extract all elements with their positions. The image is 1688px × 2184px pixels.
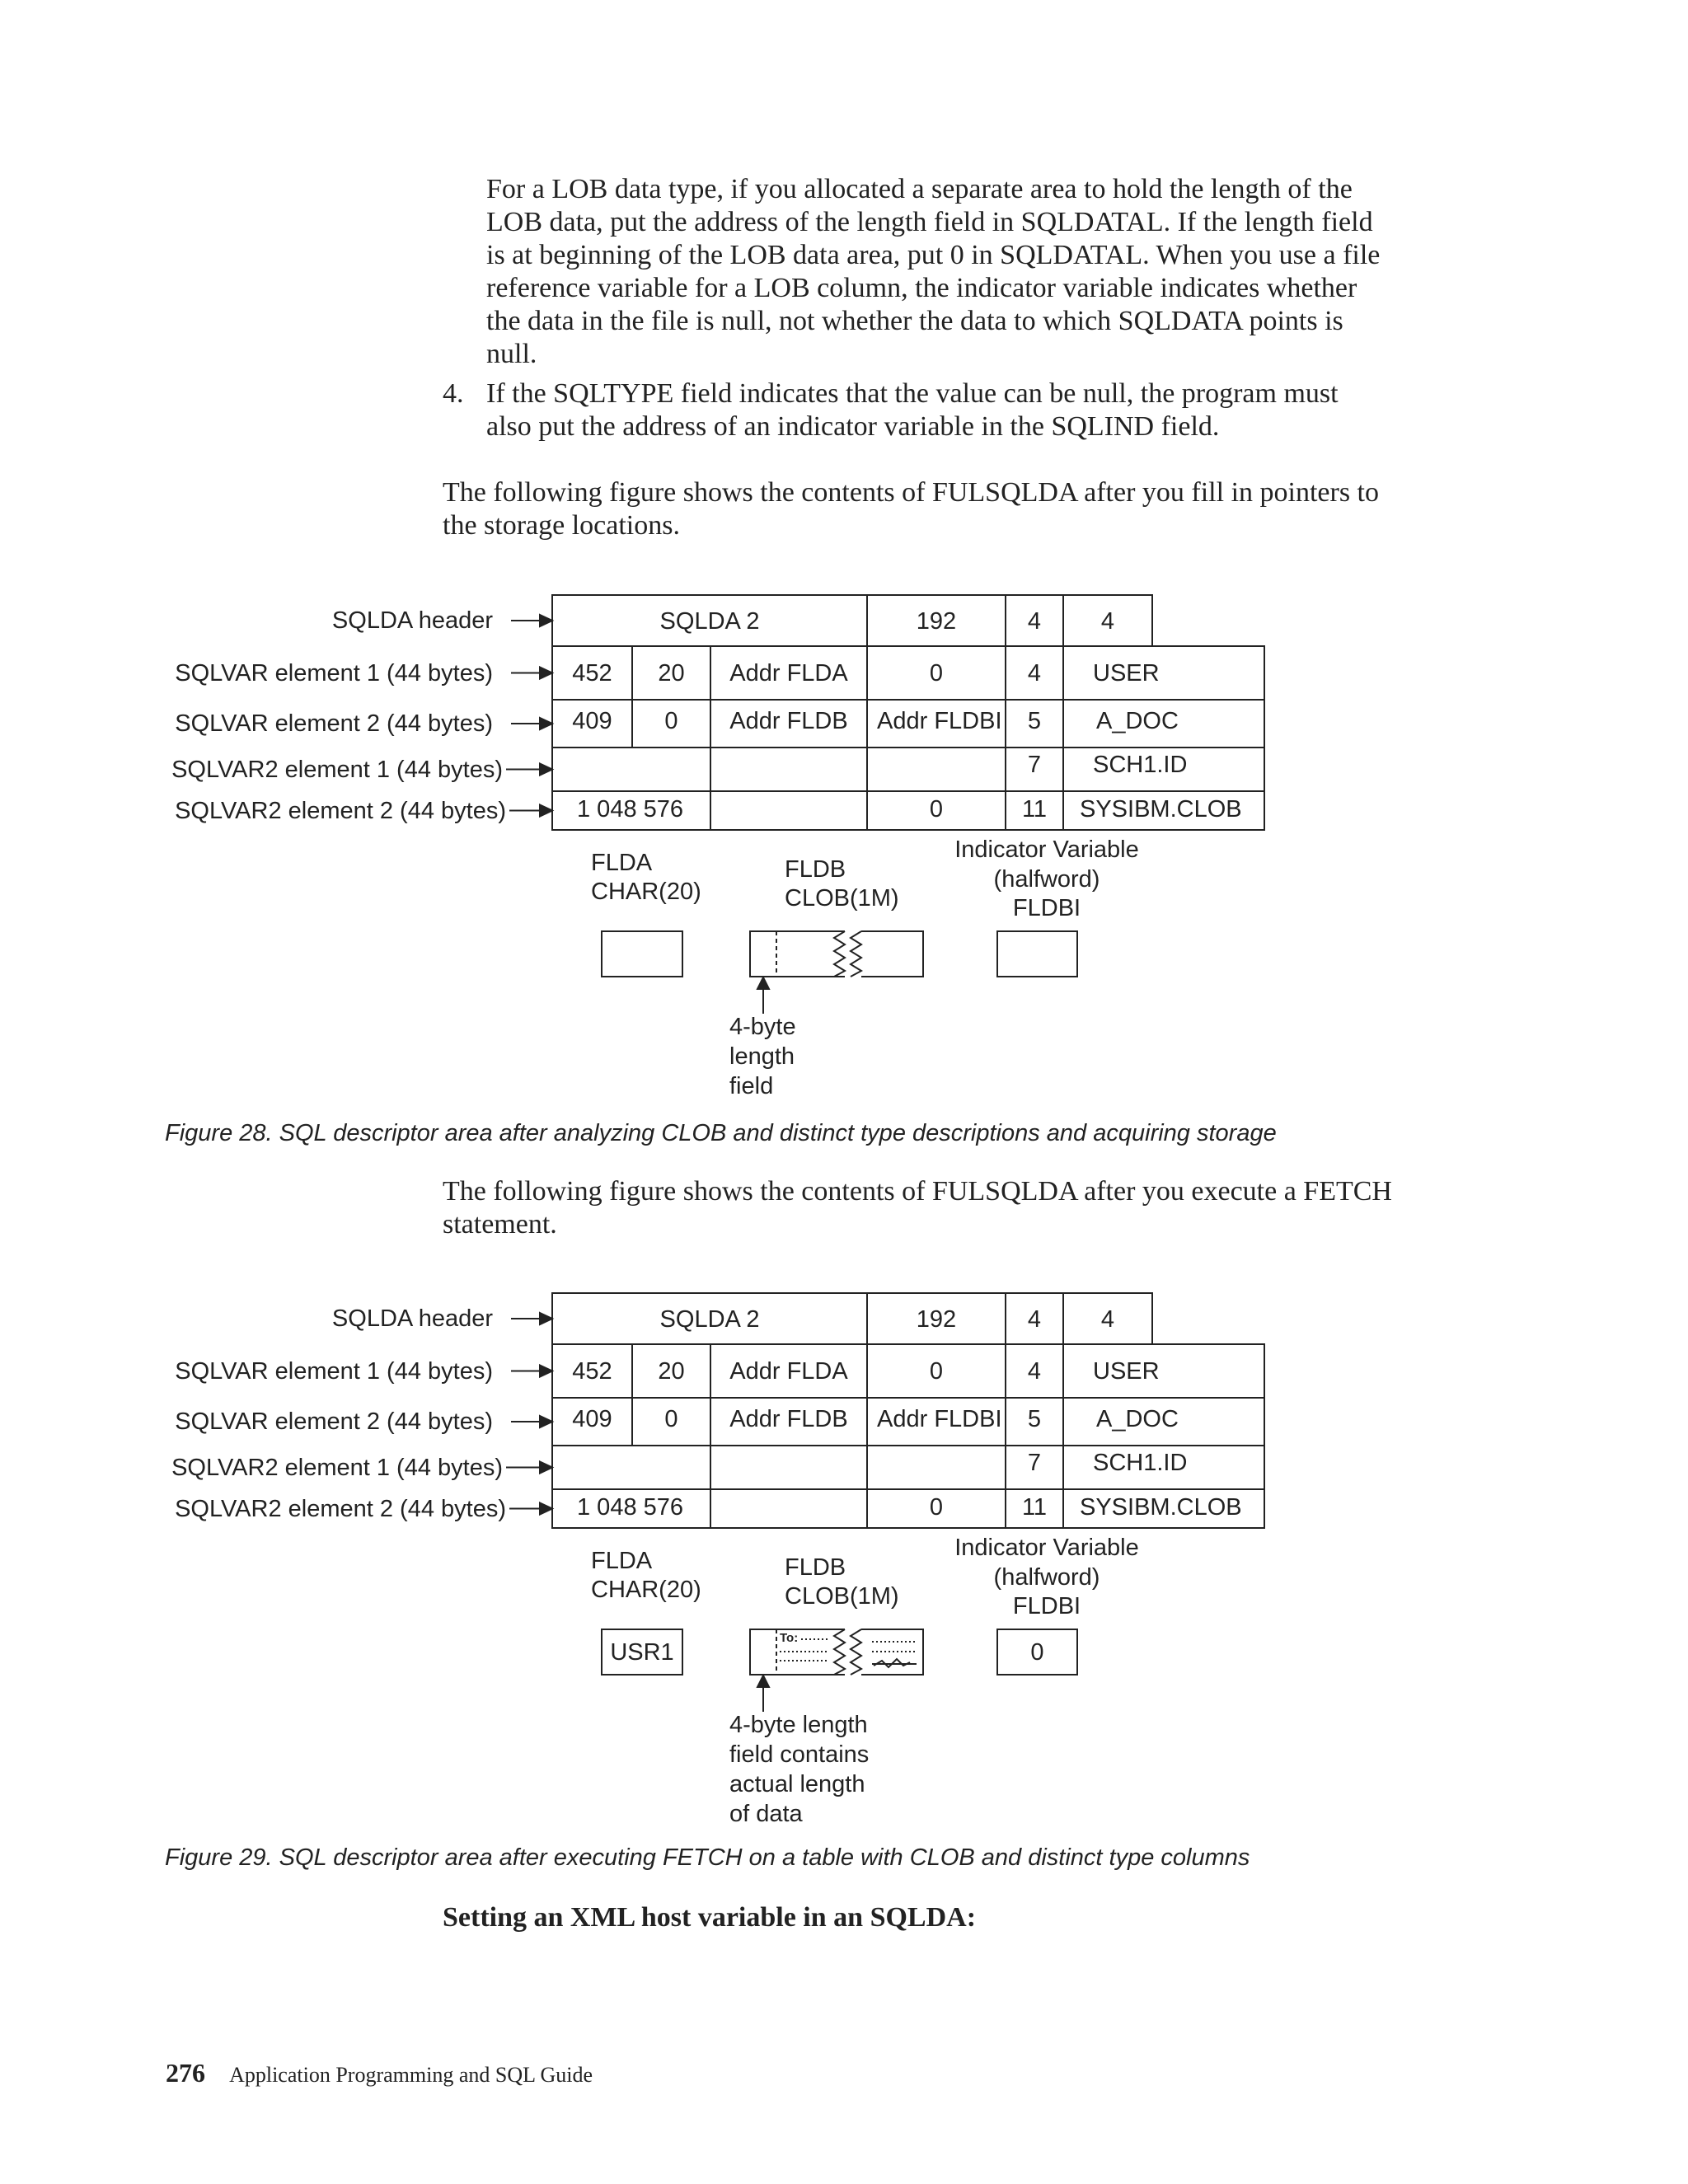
row-label: SQLVAR2 element 1 (44 bytes) — [171, 756, 503, 783]
text-line: statement. — [443, 1209, 557, 1240]
table-cell: A_DOC — [1096, 708, 1179, 734]
list-number: 4. — [443, 378, 464, 409]
table-cell: 7 — [1027, 1450, 1042, 1476]
text-line: the data in the file is null, not whether the data to which SQLDATA points is — [486, 306, 1343, 336]
table-cell: 4 — [1027, 660, 1042, 687]
header-cell: 4 — [1027, 1306, 1042, 1333]
fldb-type: CLOB(1M) — [785, 1583, 899, 1610]
row-label: SQLVAR2 element 2 (44 bytes) — [175, 797, 506, 824]
lob-paragraph — [486, 173, 1380, 371]
header-cell: 4 — [1027, 608, 1042, 635]
zigzag-tear — [851, 1629, 861, 1675]
page-footer — [166, 2056, 593, 2092]
length-field-note: 4-byte — [729, 1014, 796, 1040]
text-line: reference variable for a LOB column, the indicator variable indicates whether — [486, 273, 1357, 303]
table-cell: Addr FLDB — [729, 1406, 848, 1432]
table-cell: Addr FLDA — [729, 660, 848, 687]
table-cell: 452 — [572, 1358, 612, 1385]
arrow-head — [540, 1503, 552, 1515]
flda-storage-box — [602, 931, 682, 977]
table-cell: 0 — [929, 660, 944, 687]
table-cell: 0 — [664, 708, 678, 734]
table-cell: 11 — [1021, 1494, 1048, 1521]
figure-28-caption: Figure 28. SQL descriptor area after analyzing CLOB and distinct type descriptions and acquiring storage — [165, 1120, 1277, 1146]
section-heading: Setting an XML host variable in an SQLDA: — [443, 1902, 977, 1933]
indicator-name: FLDBI — [1012, 1593, 1081, 1619]
header-cell: 192 — [916, 608, 957, 635]
table-cell: SCH1.ID — [1093, 1450, 1188, 1476]
table-cell: 0 — [664, 1406, 678, 1432]
indicator-name: FLDBI — [1012, 895, 1081, 921]
figure-29-caption: Figure 29. SQL descriptor area after executing FETCH on a table with CLOB and distinct type columns — [165, 1844, 1250, 1871]
fldb-box-right — [861, 931, 923, 977]
arrow-head — [540, 668, 552, 679]
row-label: SQLVAR element 1 (44 bytes) — [175, 1357, 493, 1385]
arrow-head — [540, 1313, 552, 1324]
length-field-note: field contains — [729, 1741, 870, 1768]
table-cell: USER — [1093, 660, 1160, 687]
fldb-name: FLDB — [785, 1554, 846, 1581]
figure28-intro — [443, 476, 1379, 542]
row-label: SQLDA header — [331, 1305, 493, 1332]
table-cell: Addr FLDB — [729, 708, 848, 734]
length-field-note: actual length — [729, 1771, 865, 1797]
header-cell: 4 — [1100, 608, 1115, 635]
document-mini-text: To: — [780, 1631, 799, 1645]
figure29-intro — [443, 1175, 1392, 1241]
table-cell: Addr FLDBI — [877, 1406, 1002, 1432]
table-cell: 7 — [1027, 752, 1042, 778]
indicator-size: (halfword) — [993, 1564, 1100, 1591]
text-line: The following figure shows the contents of FULSQLDA after you execute a FETCH — [443, 1176, 1392, 1207]
table-cell: 11 — [1021, 796, 1048, 823]
table-cell: 5 — [1027, 708, 1042, 734]
length-field-note: of data — [729, 1801, 803, 1827]
arrow-head — [540, 764, 552, 776]
flda-name: FLDA — [591, 1548, 653, 1574]
fldbi-value: 0 — [1030, 1639, 1044, 1666]
fldb-type: CLOB(1M) — [785, 885, 899, 912]
row-label: SQLVAR element 1 (44 bytes) — [175, 659, 493, 687]
row-label: SQLVAR element 2 (44 bytes) — [175, 1408, 493, 1435]
figure-28 — [0, 577, 1688, 1121]
book-title: Application Programming and SQL Guide — [229, 2063, 593, 2087]
table-cell: 452 — [572, 660, 612, 687]
arrow-head — [540, 718, 552, 729]
zigzag-tear — [834, 931, 845, 977]
table-cell: SYSIBM.CLOB — [1080, 796, 1242, 823]
table-cell: 409 — [572, 708, 612, 734]
table-cell: SCH1.ID — [1093, 752, 1188, 778]
row-label: SQLVAR element 2 (44 bytes) — [175, 710, 493, 737]
header-cell: 192 — [916, 1306, 957, 1333]
header-cell: SQLDA 2 — [659, 608, 760, 635]
arrow-head — [540, 1462, 552, 1474]
fldb-box-left — [750, 931, 845, 977]
text-line: LOB data, put the address of the length field in SQLDATAL. If the length field — [486, 207, 1373, 237]
arrow-head — [540, 1366, 552, 1377]
table-cell: 4 — [1027, 1358, 1042, 1385]
flda-type: CHAR(20) — [591, 879, 701, 905]
row-label: SQLVAR2 element 1 (44 bytes) — [171, 1454, 503, 1481]
text-line: is at beginning of the LOB data area, put 0 in SQLDATAL. When you use a file — [486, 240, 1381, 270]
table-cell: Addr FLDBI — [877, 708, 1002, 734]
arrow-head — [540, 615, 552, 626]
row-label: SQLDA header — [331, 607, 493, 634]
text-line: If the SQLTYPE field indicates that the value can be null, the program must — [486, 378, 1339, 409]
indicator-size: (halfword) — [993, 866, 1100, 893]
zigzag-tear — [851, 931, 861, 977]
table-cell: Addr FLDA — [729, 1358, 848, 1385]
table-cell: 20 — [658, 1358, 685, 1385]
flda-type: CHAR(20) — [591, 1577, 701, 1603]
table-cell: 0 — [929, 796, 944, 823]
fldb-name: FLDB — [785, 856, 846, 883]
text-line: The following figure shows the contents of FULSQLDA after you fill in pointers to — [443, 477, 1379, 508]
table-cell: 5 — [1027, 1406, 1042, 1432]
arrow-head — [540, 1416, 552, 1427]
fldbi-storage-box — [997, 931, 1077, 977]
table-cell: 0 — [929, 1358, 944, 1385]
table-cell: 1 048 576 — [577, 796, 684, 823]
text-line: For a LOB data type, if you allocated a separate area to hold the length of the — [486, 174, 1353, 204]
length-field-note: 4-byte length — [729, 1712, 868, 1738]
length-field-note: length — [729, 1043, 795, 1070]
table-cell: USER — [1093, 1358, 1160, 1385]
zigzag-tear — [834, 1629, 845, 1675]
length-arrow-head — [757, 1675, 769, 1687]
indicator-label: Indicator Variable — [954, 837, 1139, 863]
flda-value: USR1 — [610, 1639, 674, 1666]
header-cell: 4 — [1100, 1306, 1115, 1333]
text-line: null. — [486, 339, 537, 369]
length-field-note: field — [729, 1073, 774, 1099]
length-arrow-head — [757, 977, 769, 989]
row-label: SQLVAR2 element 2 (44 bytes) — [175, 1495, 506, 1522]
table-cell: SYSIBM.CLOB — [1080, 1494, 1242, 1521]
table-cell: A_DOC — [1096, 1406, 1179, 1432]
table-cell: 0 — [929, 1494, 944, 1521]
arrow-head — [540, 805, 552, 817]
text-line: also put the address of an indicator variable in the SQLIND field. — [486, 411, 1220, 442]
list-item-4 — [443, 377, 1531, 443]
indicator-label: Indicator Variable — [954, 1535, 1139, 1561]
text-line: the storage locations. — [443, 510, 680, 541]
figure-29 — [0, 1275, 1688, 1827]
flda-name: FLDA — [591, 850, 653, 876]
table-cell: 409 — [572, 1406, 612, 1432]
table-cell: 20 — [658, 660, 685, 687]
table-cell: 1 048 576 — [577, 1494, 684, 1521]
page-number: 276 — [166, 2058, 205, 2088]
header-cell: SQLDA 2 — [659, 1306, 760, 1333]
